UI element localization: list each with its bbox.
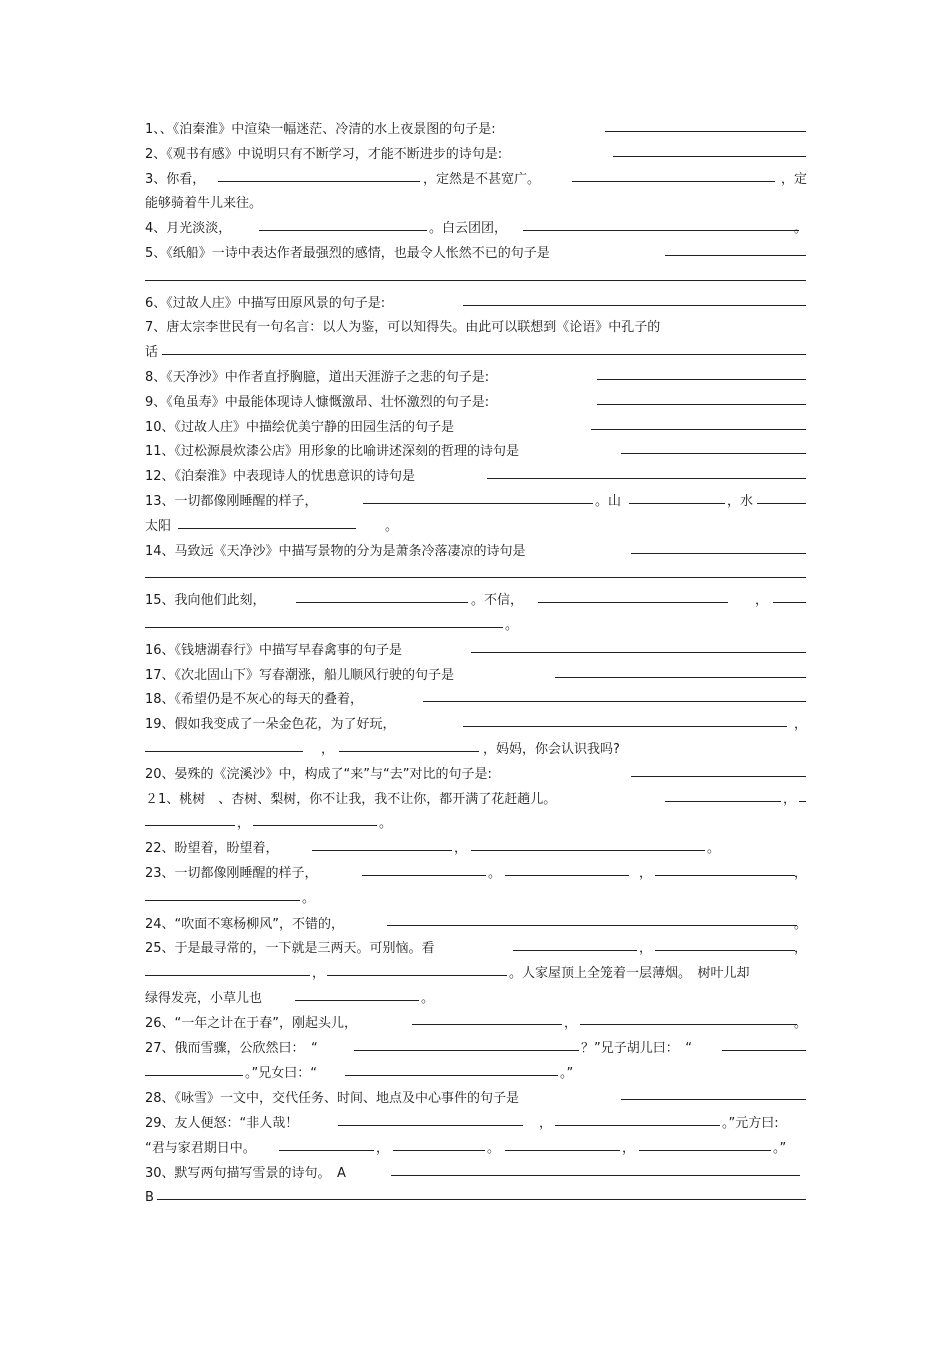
answer-blank[interactable] (639, 1136, 771, 1151)
question-text: 。”元方曰: (722, 1115, 779, 1131)
question-text: ， (539, 1115, 553, 1131)
answer-blank[interactable] (423, 687, 806, 702)
question-text: 1、、《泊秦淮》中渲染一幅迷茫、冷清的水上夜景图的句子是: (145, 122, 496, 137)
question-3-continued (145, 192, 807, 217)
question-text: ？”兄子胡儿曰： “ (581, 1040, 692, 1056)
question-text: ２1、桃树 、杏树、梨树，你不让我，我不让你，都开满了花赶趟儿。 (145, 791, 557, 807)
answer-blank[interactable] (631, 762, 806, 777)
answer-blank[interactable] (354, 1036, 579, 1051)
answer-blank[interactable] (157, 1185, 806, 1200)
question-text: 。 (505, 617, 519, 633)
question-text: 26、“一年之计在于春”，刚起头儿， (145, 1016, 358, 1032)
question-25-continued-2 (145, 987, 807, 1012)
answer-blank[interactable] (259, 216, 427, 231)
answer-blank[interactable] (621, 439, 806, 454)
question-text: 。 (379, 816, 393, 832)
question-text: ， (793, 941, 807, 956)
question-text: ，定然是不甚宽广。 (423, 171, 541, 187)
question-text: 。”兄女曰：“ (245, 1065, 317, 1081)
answer-blank[interactable] (145, 737, 303, 752)
answer-blank[interactable] (613, 142, 806, 157)
question-20 (145, 763, 807, 788)
question-text: ， (622, 1140, 636, 1156)
answer-blank[interactable] (523, 216, 799, 231)
question-text: 8、《天净沙》中作者直抒胸臆，道出天涯游子之悲的句子是: (145, 369, 490, 385)
question-21 (145, 788, 807, 813)
question-18 (145, 688, 807, 713)
question-text: ， (376, 1140, 390, 1156)
question-text: 。 (793, 221, 807, 237)
question-24 (145, 912, 807, 938)
answer-blank[interactable] (629, 489, 725, 504)
question-text: “君与家君期日中。 (145, 1140, 256, 1156)
answer-blank[interactable] (665, 787, 781, 802)
question-text: 4、月光淡淡， (145, 221, 232, 237)
question-text: ， (321, 741, 335, 757)
question-10 (145, 416, 807, 441)
question-text: ， (793, 717, 807, 733)
question-text: 22、盼望着，盼望着， (145, 841, 279, 857)
question-text: 9、《龟虽寿》中最能体现诗人慷慨激昂、壮怀激烈的句子是: (145, 394, 490, 410)
question-27-continued (145, 1062, 807, 1087)
question-text: 。” (560, 1065, 574, 1081)
question-text: 。 (793, 1016, 807, 1032)
answer-blank[interactable] (463, 291, 806, 306)
question-19-continued (145, 738, 807, 763)
answer-blank[interactable] (145, 886, 300, 901)
question-text: 30、默写两句描写雪景的诗句。 A (145, 1165, 346, 1181)
question-4 (145, 217, 807, 242)
question-text: ，水 (727, 493, 754, 509)
answer-blank[interactable] (345, 1061, 558, 1076)
answer-blank[interactable] (722, 1036, 806, 1051)
question-21-continued (145, 812, 807, 837)
answer-blank[interactable] (145, 961, 310, 976)
answer-blank[interactable] (591, 415, 806, 430)
question-28 (145, 1086, 807, 1112)
answer-blank[interactable] (178, 514, 356, 529)
question-25-continued (145, 962, 807, 987)
question-text: 15、我向他们此刻， (145, 593, 266, 609)
question-12 (145, 465, 807, 490)
answer-blank[interactable] (145, 811, 235, 826)
question-text: ，妈妈，你会认识我吗? (483, 741, 620, 757)
question-text: ， (564, 1016, 578, 1032)
question-text: 太阳 (145, 518, 172, 534)
answer-blank[interactable] (580, 1010, 797, 1025)
question-text: B (145, 1190, 154, 1206)
question-14-continued (145, 564, 807, 589)
question-text: 。人家屋顶上全笼着一层薄烟。 树叶儿却 (509, 965, 750, 981)
question-text: 。 (421, 990, 435, 1006)
question-23 (145, 862, 807, 887)
question-text: 3、你看， (145, 171, 206, 187)
answer-blank[interactable] (363, 489, 593, 504)
answer-blank[interactable] (572, 167, 775, 182)
answer-blank[interactable] (597, 390, 806, 405)
answer-blank[interactable] (145, 266, 806, 281)
question-22 (145, 837, 807, 862)
answer-blank[interactable] (773, 588, 806, 603)
answer-blank[interactable] (218, 167, 420, 182)
question-text: ， (783, 791, 797, 807)
question-text: ， (312, 965, 326, 981)
question-text: 2、《观书有感》中说明只有不断学习，才能不断进步的诗句是: (145, 146, 503, 162)
answer-blank[interactable] (505, 861, 629, 876)
question-text: ， (639, 865, 653, 881)
question-text: 25、于是最寻常的，一下就是三两天。可别恼。看 (145, 941, 435, 956)
question-13 (145, 490, 807, 515)
answer-blank[interactable] (471, 836, 705, 851)
answer-blank[interactable] (339, 737, 479, 752)
question-6 (145, 292, 807, 317)
answer-blank[interactable] (412, 1010, 562, 1025)
answer-blank[interactable] (387, 911, 797, 926)
question-text: 14、马致远《天净沙》中描写景物的分为是萧条冷落凄凉的诗句是 (145, 543, 526, 559)
question-3 (145, 168, 807, 193)
question-15 (145, 589, 807, 614)
question-text: 29、友人便怒：“非人哉！ (145, 1115, 299, 1131)
answer-blank[interactable] (312, 836, 452, 851)
question-16 (145, 639, 807, 664)
question-text: 19、假如我变成了一朵金色花，为了好玩， (145, 717, 396, 733)
question-25 (145, 937, 807, 962)
question-5 (145, 242, 807, 267)
answer-blank[interactable] (487, 464, 806, 479)
answer-blank[interactable] (597, 365, 806, 380)
answer-blank[interactable] (605, 117, 806, 132)
answer-blank[interactable] (505, 1136, 620, 1151)
question-text: 16、《钱塘湖春行》中描写早春禽事的句子是 (145, 642, 403, 658)
question-text: ， (639, 941, 653, 956)
answer-blank[interactable] (555, 663, 806, 678)
question-text: 话 (145, 345, 159, 361)
question-text: 。 (302, 890, 316, 906)
answer-blank[interactable] (391, 1161, 800, 1176)
question-text: 。 (793, 916, 807, 932)
answer-blank[interactable] (327, 961, 507, 976)
question-7-continued (145, 341, 807, 366)
question-1 (145, 118, 807, 143)
worksheet (145, 118, 807, 1211)
question-text: 。 (385, 518, 399, 534)
answer-blank[interactable] (631, 539, 806, 554)
question-text: 能够骑着牛儿来往。 (145, 196, 263, 212)
question-27 (145, 1037, 807, 1062)
question-2 (145, 143, 807, 168)
question-text: 。” (773, 1140, 787, 1156)
question-text: 27、俄而雪骤，公欣然曰： “ (145, 1040, 318, 1056)
answer-blank[interactable] (655, 936, 795, 951)
answer-blank[interactable] (253, 811, 377, 826)
question-text: 5、《纸船》一诗中表达作者最强烈的感情，也最令人怅然不已的句子是 (145, 245, 550, 261)
question-text: 24、“吹面不寒杨柳风”，不错的， (145, 916, 345, 932)
answer-blank[interactable] (757, 489, 806, 504)
question-text: 12、《泊秦淮》中表现诗人的忧患意识的诗句是 (145, 469, 416, 485)
answer-blank[interactable] (799, 787, 806, 802)
question-15-continued (145, 614, 807, 639)
question-7 (145, 316, 807, 341)
question-text: 。 (707, 841, 721, 857)
question-29 (145, 1112, 807, 1137)
question-text: 7、唐太宗李世民有一句名言：以人为鉴，可以知得失。由此可以联想到《论语》中孔子的 (145, 320, 661, 336)
answer-blank[interactable] (621, 1085, 806, 1100)
question-text: 18、《希望仍是不灰心的每天的叠着， (145, 692, 364, 708)
answer-blank[interactable] (296, 588, 468, 603)
question-text: 10、《过故人庄》中描绘优美宁静的田园生活的句子是 (145, 419, 455, 435)
answer-blank[interactable] (279, 1136, 374, 1151)
question-29-continued (145, 1137, 807, 1162)
answer-blank[interactable] (145, 613, 503, 628)
question-11 (145, 440, 807, 465)
question-8 (145, 366, 807, 391)
question-text: 。 (488, 865, 502, 881)
question-5-continued (145, 267, 807, 292)
question-text: ， (755, 593, 769, 609)
answer-blank[interactable] (145, 1061, 243, 1076)
question-30 (145, 1162, 807, 1187)
question-text: 。 (487, 1140, 501, 1156)
question-text: ，定 (780, 171, 807, 187)
question-9 (145, 391, 807, 416)
answer-blank[interactable] (362, 861, 486, 876)
question-text: ， (454, 841, 468, 857)
answer-blank[interactable] (463, 712, 787, 727)
question-text: ， (793, 865, 807, 881)
question-text: 20、晏殊的《浣溪沙》中，构成了“来”与“去”对比的句子是: (145, 766, 492, 782)
answer-blank[interactable] (665, 241, 806, 256)
question-13-continued (145, 515, 807, 540)
answer-blank[interactable] (162, 340, 806, 355)
answer-blank[interactable] (471, 638, 806, 653)
question-30-continued (145, 1186, 807, 1211)
question-text: ， (237, 816, 251, 832)
question-text: 。白云团团， (429, 221, 508, 237)
question-text: 6、《过故人庄》中描写田原风景的句子是: (145, 295, 386, 311)
answer-blank[interactable] (655, 861, 795, 876)
question-text: 11、《过松源晨炊漆公店》用形象的比喻讲述深刻的哲理的诗句是 (145, 444, 520, 460)
answer-blank[interactable] (393, 1136, 485, 1151)
answer-blank[interactable] (555, 1111, 720, 1126)
question-text: 13、一切都像刚睡醒的样子， (145, 493, 318, 509)
question-26 (145, 1011, 807, 1037)
question-text: 23、一切都像刚睡醒的样子， (145, 865, 318, 881)
question-23-continued (145, 887, 807, 912)
question-17 (145, 664, 807, 689)
question-text: 。山 (595, 493, 622, 509)
question-text: 绿得发亮，小草儿也 (145, 990, 263, 1006)
answer-blank[interactable] (538, 588, 728, 603)
answer-blank[interactable] (338, 1111, 523, 1126)
question-19 (145, 713, 807, 738)
question-text: 17、《次北固山下》写春潮涨，船儿顺风行驶的句子是 (145, 667, 455, 683)
answer-blank[interactable] (295, 986, 419, 1001)
answer-blank[interactable] (513, 936, 637, 951)
question-text: 28、《咏雪》一文中，交代任务、时间、地点及中心事件的句子是 (145, 1091, 520, 1107)
answer-blank[interactable] (145, 563, 806, 578)
question-14 (145, 540, 807, 565)
question-text: 。不信， (471, 593, 524, 609)
